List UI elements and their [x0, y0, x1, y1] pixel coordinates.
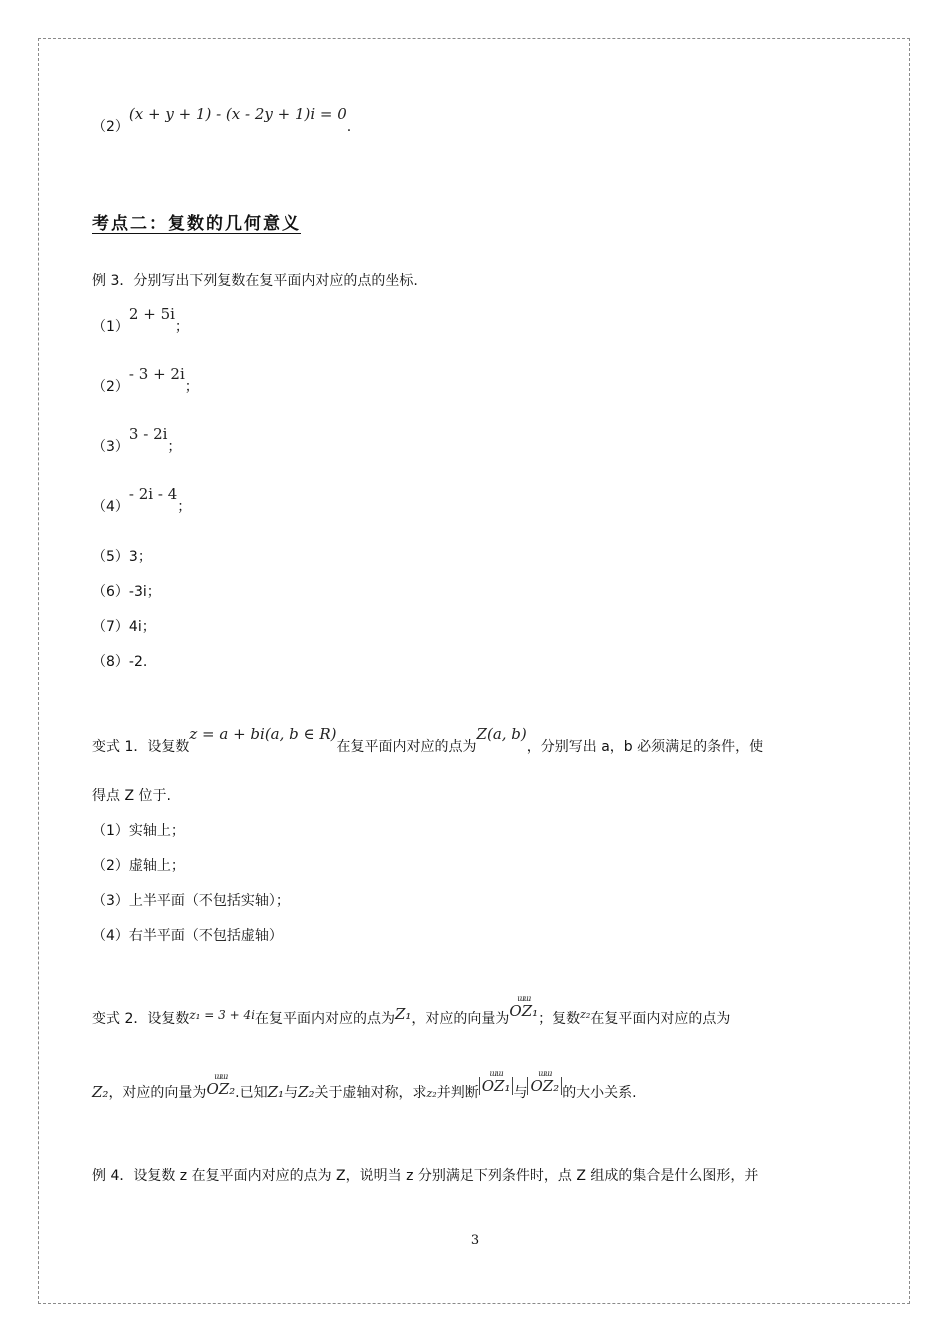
example-4-line: 例 4．设复数 z 在复平面内对应的点为 Z，说明当 z 分别满足下列条件时，点 Z 组成的集合是什么图形，并 — [92, 1168, 759, 1184]
variant-2-point-z2: Z₂ — [92, 1083, 109, 1101]
variant-1-item-1: （1）实轴上； — [92, 823, 185, 839]
variant-1-item-3: （3）上半平面（不包括实轴）； — [92, 893, 290, 909]
section-title: 考点二：复数的几何意义 — [92, 214, 301, 234]
item-end: ； — [184, 379, 199, 395]
variant-2-text: .已知 — [235, 1085, 268, 1101]
vector-arrow-icon: ɯɯ — [538, 1069, 552, 1078]
equation-2-period: . — [346, 119, 352, 135]
item-number: （1） — [92, 319, 129, 335]
equation-2-number: （2） — [92, 119, 129, 135]
example-3-item-3 — [92, 425, 182, 456]
variant-2-norm-oz2 — [527, 1069, 562, 1095]
item-math: - 3 + 2i — [128, 365, 185, 383]
variant-2-text: 与 — [513, 1085, 528, 1101]
variant-1-item-4: （4）右半平面（不包括虚轴） — [92, 928, 283, 944]
example-3-item-7: （7）4i； — [92, 619, 156, 635]
variant-2-text: 并判断 — [436, 1085, 479, 1101]
item-number: （2） — [92, 379, 129, 395]
example-3-item-2 — [92, 365, 199, 396]
variant-2-text: 与 — [284, 1085, 299, 1101]
variant-2-point-z1: Z₁ — [394, 1005, 412, 1023]
variant-2-text: 在复平面内对应的点为 — [254, 1011, 395, 1027]
variant-2-norm-oz1 — [479, 1069, 514, 1095]
page-number: 3 — [470, 1233, 480, 1248]
variant-2-point-z1-ref: Z₁ — [267, 1083, 285, 1101]
variant-1-item-2: （2）虚轴上； — [92, 858, 185, 874]
vector-label: OZ₂ — [206, 1080, 236, 1098]
example-3-item-5: （5）3； — [92, 549, 152, 565]
example-3-title: 例 3．分别写出下列复数在复平面内对应的点的坐标. — [92, 273, 418, 289]
variant-1-suffix: ，分别写出 a，b 必须满足的条件，使 — [526, 739, 764, 755]
variant-2-z2-ref: z₂ — [426, 1087, 437, 1100]
item-math: 2 + 5i — [128, 305, 175, 323]
variant-2-vector-oz2 — [206, 1072, 236, 1098]
variant-2-text: ，对应的向量为 — [411, 1011, 510, 1027]
variant-2-vector-oz1 — [509, 994, 539, 1020]
vector-label: OZ₁ — [481, 1077, 511, 1095]
item-math: - 2i - 4 — [128, 485, 178, 503]
vector-arrow-icon: ɯɯ — [517, 994, 531, 1003]
variant-2-prefix: 变式 2．设复数 — [92, 1011, 190, 1027]
item-number: （3） — [92, 439, 129, 455]
variant-2-text: 在复平面内对应的点为 — [590, 1011, 731, 1027]
variant-1-line-1 — [92, 725, 764, 756]
variant-2-z2: z₂ — [580, 1008, 591, 1021]
example-3-item-1 — [92, 305, 189, 336]
example-3-item-8: （8）-2. — [92, 654, 148, 670]
item-end: ； — [167, 439, 182, 455]
variant-2-text: ；复数 — [538, 1011, 581, 1027]
variant-1-mid: 在复平面内对应的点为 — [336, 739, 477, 755]
variant-2-text: ，对应的向量为 — [108, 1085, 207, 1101]
equation-2-line — [92, 104, 352, 135]
item-end: ； — [174, 319, 189, 335]
item-math: 3 - 2i — [128, 425, 168, 443]
variant-1-math-z: z = a + bi(a, b ∈ R) — [189, 725, 337, 743]
variant-2-text: 关于虚轴对称，求 — [314, 1085, 427, 1101]
example-3-item-6: （6）-3i； — [92, 584, 161, 600]
item-number: （4） — [92, 499, 129, 515]
example-3-item-4 — [92, 485, 192, 516]
vector-label: OZ₂ — [530, 1077, 560, 1095]
variant-2-z1-equation: z₁ = 3 + 4i — [189, 1008, 255, 1022]
vector-arrow-icon: ɯɯ — [214, 1072, 228, 1081]
variant-2-line-2 — [92, 1069, 637, 1102]
item-end: ； — [177, 499, 192, 515]
equation-2-math: (x + y + 1) - (x - 2y + 1)i = 0 — [128, 105, 347, 123]
variant-2-line-1 — [92, 994, 731, 1028]
variant-1-prefix: 变式 1．设复数 — [92, 739, 190, 755]
variant-1-math-point: Z(a, b) — [476, 725, 527, 743]
vector-label: OZ₁ — [509, 1002, 539, 1020]
variant-1-line-2: 得点 Z 位于. — [92, 788, 171, 804]
vector-arrow-icon: ɯɯ — [489, 1069, 503, 1078]
variant-2-point-z2-ref: Z₂ — [298, 1083, 315, 1101]
variant-2-text: 的大小关系. — [562, 1085, 637, 1101]
